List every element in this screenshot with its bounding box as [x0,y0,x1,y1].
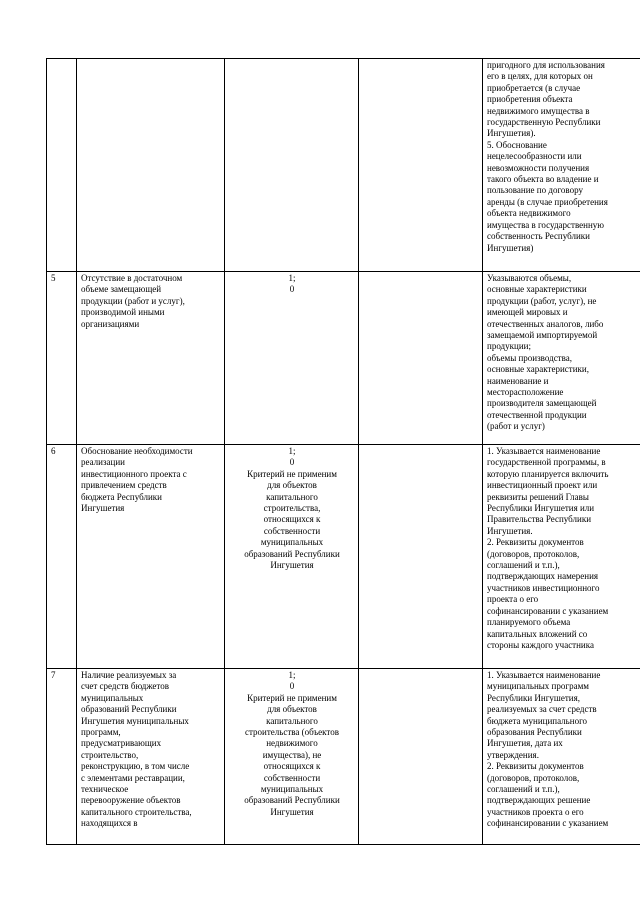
score-cell: 1; 0 Критерий не применим для объектов капитального строительства, относящихся к собственности муниципальных образований Республики Ингушетия [225,445,359,669]
row-number-cell: 7 [47,669,77,845]
score-cell: 1; 0 Критерий не применим для объектов капитального строительства (объектов недвижимого имущества), не относящихся к собственности муниципальных образований Республики Ингушетия [225,669,359,845]
criteria-table [46,58,640,845]
score-cell [225,59,359,272]
extra-cell [359,669,483,845]
description-cell: 1. Указывается наименование муниципальных программ Республики Ингушетия, реализуемых за счет средств бюджета муниципального образования Республики Ингушетия, дата их утверждения. 2. Реквизиты документов (договоров, протоколов, соглашений и т.п.), подтверждающих решение участников проекта о его софинансировании с указанием [483,669,640,845]
description-cell: Указываются объемы, основные характеристики продукции (работ, услуг), не имеющей мировых и отечественных аналогов, либо замещаемой импортируемой продукции; объемы производства, основные характеристики, наименование и месторасположение производителя замещающей отечественной продукции (работ и услуг) [483,272,640,445]
description-cell: 1. Указывается наименование государственной программы, в которую планируется включить инвестиционный проект или реквизиты решений Главы Республики Ингушетия или Правительства Республики Ингушетия. 2. Реквизиты документов (договоров, протоколов, соглашений и т.п.), подтверждающих намерения участников инвестиционного проекта о его софинансировании с указанием планируемого объема капитальных вложений со стороны каждого участника [483,445,640,669]
extra-cell [359,272,483,445]
table-row [47,669,640,845]
table-row [47,59,640,272]
criterion-name-cell: Наличие реализуемых за счет средств бюджетов муниципальных образований Республики Ингушетия муниципальных программ, предусматривающих строительство, реконструкцию, в том числе с элементами реставрации, техническое перевооружение объектов капитального строительства, находящихся в [77,669,225,845]
criterion-name-cell: Отсутствие в достаточном объеме замещающей продукции (работ и услуг), производимой иными организациями [77,272,225,445]
extra-cell [359,59,483,272]
description-cell: пригодного для использования его в целях, для которых он приобретается (в случае приобретения объекта недвижимого имущества в государственную Республики Ингушетия). 5. Обоснование нецелесообразности или невозможности получения такого объекта во владение и пользование по договору аренды (в случае приобретения объекта недвижимого имущества в государственную собственность Республики Ингушетия) [483,59,640,272]
extra-cell [359,445,483,669]
score-cell: 1; 0 [225,272,359,445]
table-row [47,445,640,669]
criterion-name-cell: Обоснование необходимости реализации инвестиционного проекта с привлечением средств бюджета Республики Ингушетия [77,445,225,669]
row-number-cell: 6 [47,445,77,669]
table-row [47,272,640,445]
criterion-name-cell [77,59,225,272]
document-page [46,58,618,845]
row-number-cell [47,59,77,272]
row-number-cell: 5 [47,272,77,445]
